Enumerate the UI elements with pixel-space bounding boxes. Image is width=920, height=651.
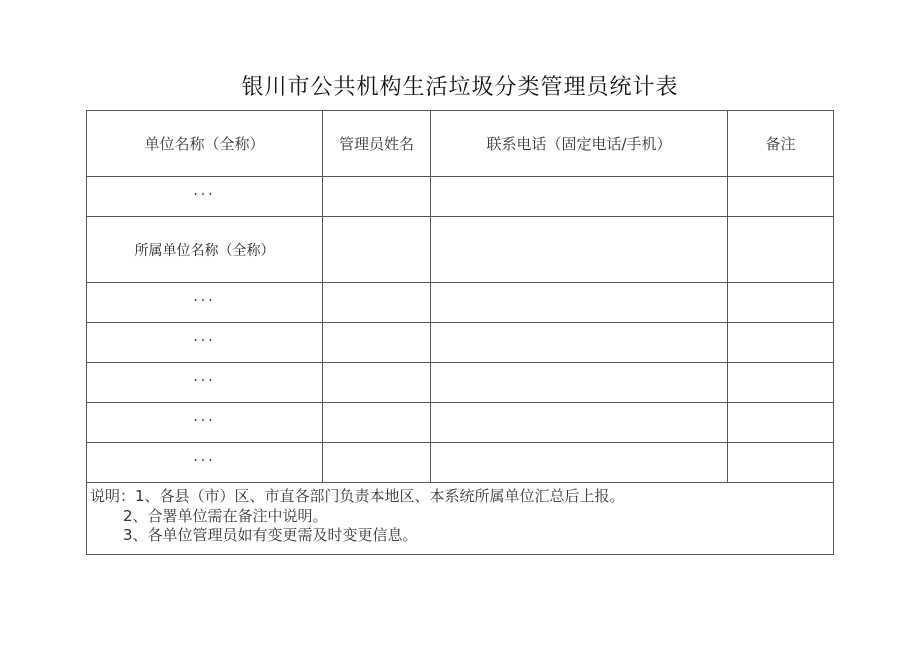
ellipsis-text: ··· bbox=[193, 452, 216, 469]
contact-phone-cell[interactable] bbox=[431, 283, 728, 323]
remarks-cell[interactable] bbox=[728, 443, 834, 483]
unit-name-cell[interactable] bbox=[87, 403, 323, 443]
statistics-table bbox=[86, 110, 834, 555]
notes-row bbox=[87, 483, 834, 555]
remarks-cell[interactable] bbox=[728, 323, 834, 363]
page-title: 银川市公共机构生活垃圾分类管理员统计表 bbox=[241, 75, 679, 100]
manager-name-cell[interactable] bbox=[323, 323, 431, 363]
ellipsis-text: ··· bbox=[193, 372, 216, 389]
table-row bbox=[87, 403, 834, 443]
remarks-cell[interactable] bbox=[728, 217, 834, 283]
header-manager-name: 管理员姓名 bbox=[323, 111, 431, 177]
table-row bbox=[87, 443, 834, 483]
manager-name-cell[interactable] bbox=[323, 443, 431, 483]
contact-phone-cell[interactable] bbox=[431, 403, 728, 443]
unit-name-cell[interactable] bbox=[87, 363, 323, 403]
contact-phone-cell[interactable] bbox=[431, 363, 728, 403]
sub-unit-name-text: 所属单位名称（全称） bbox=[134, 242, 275, 259]
note-line-2: 2、合署单位需在备注中说明。 bbox=[123, 506, 328, 525]
ellipsis-text: ··· bbox=[193, 186, 216, 203]
note-line-3: 3、各单位管理员如有变更需及时变更信息。 bbox=[123, 526, 418, 544]
remarks-cell[interactable] bbox=[728, 363, 834, 403]
remarks-cell[interactable] bbox=[728, 177, 834, 217]
remarks-cell[interactable] bbox=[728, 403, 834, 443]
manager-name-cell[interactable] bbox=[323, 217, 431, 283]
header-unit-name: 单位名称（全称） bbox=[87, 111, 323, 177]
table-row bbox=[87, 283, 834, 323]
unit-name-cell[interactable] bbox=[87, 443, 323, 483]
manager-name-cell[interactable] bbox=[323, 283, 431, 323]
table-row bbox=[87, 323, 834, 363]
ellipsis-text: ··· bbox=[193, 412, 216, 429]
unit-name-cell[interactable] bbox=[87, 283, 323, 323]
notes-cell bbox=[87, 483, 834, 555]
header-contact-phone: 联系电话（固定电话/手机） bbox=[431, 111, 728, 177]
manager-name-cell[interactable] bbox=[323, 363, 431, 403]
remarks-cell[interactable] bbox=[728, 283, 834, 323]
manager-name-cell[interactable] bbox=[323, 403, 431, 443]
unit-name-cell[interactable] bbox=[87, 177, 323, 217]
contact-phone-cell[interactable] bbox=[431, 443, 728, 483]
table-row bbox=[87, 217, 834, 283]
manager-name-cell[interactable] bbox=[323, 177, 431, 217]
unit-name-cell[interactable] bbox=[87, 217, 323, 283]
contact-phone-cell[interactable] bbox=[431, 217, 728, 283]
unit-name-cell[interactable] bbox=[87, 323, 323, 363]
table-header-row bbox=[87, 111, 834, 177]
ellipsis-text: ··· bbox=[193, 292, 216, 309]
contact-phone-cell[interactable] bbox=[431, 323, 728, 363]
ellipsis-text: ··· bbox=[193, 332, 216, 349]
table-row bbox=[87, 177, 834, 217]
header-remarks: 备注 bbox=[728, 111, 834, 177]
contact-phone-cell[interactable] bbox=[431, 177, 728, 217]
note-line-1: 说明：1、各县（市）区、市直各部门负责本地区、本系统所属单位汇总后上报。 bbox=[90, 487, 625, 505]
table-row bbox=[87, 363, 834, 403]
